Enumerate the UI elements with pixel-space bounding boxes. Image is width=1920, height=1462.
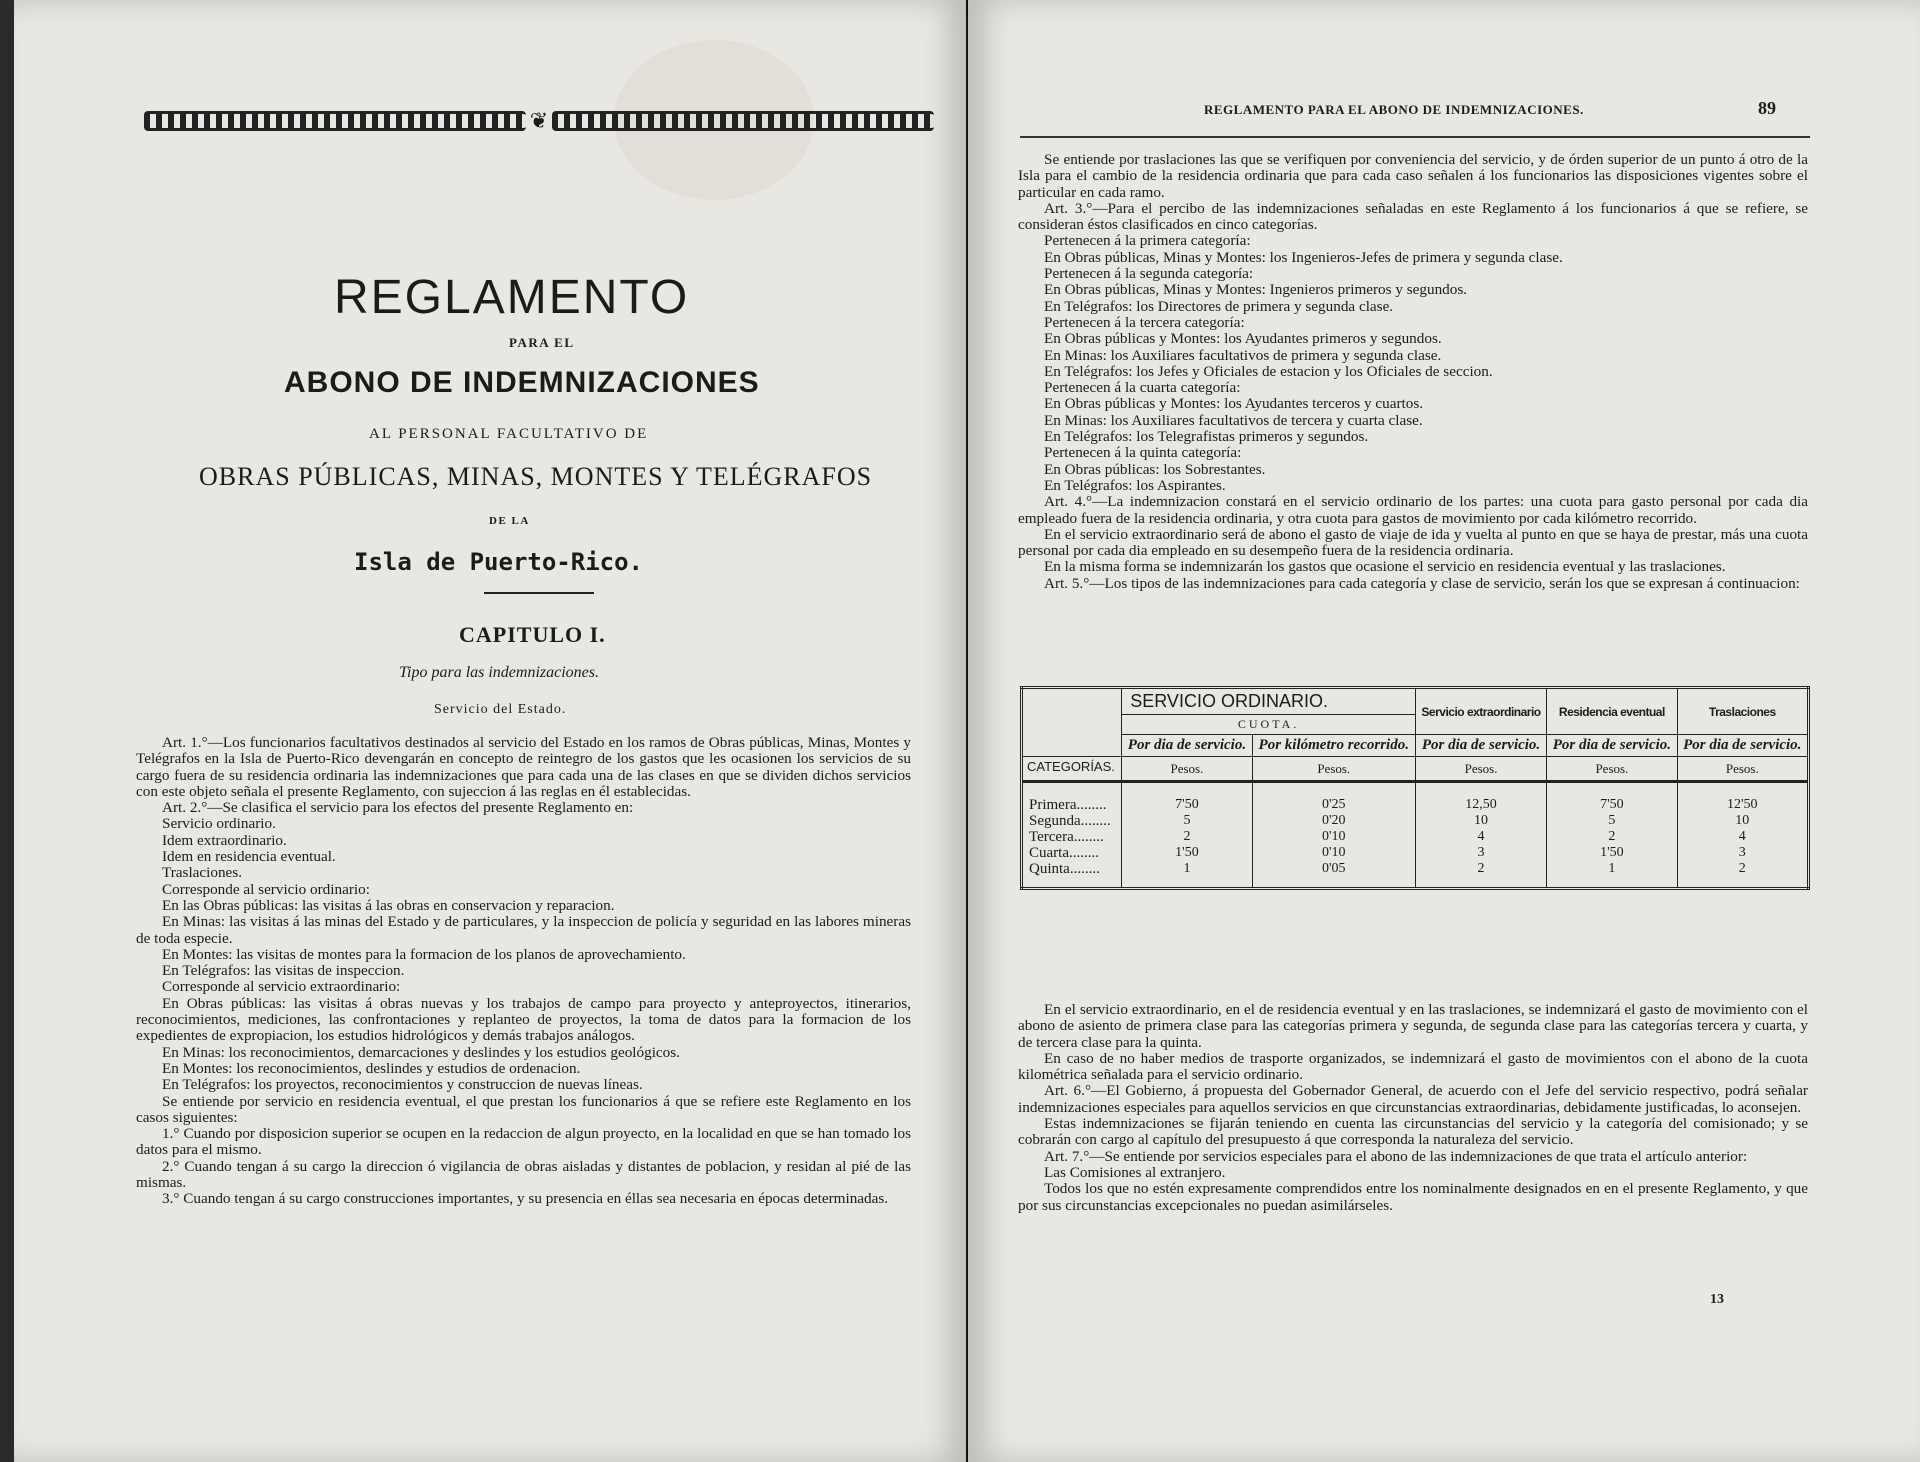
paragraph: En Minas: las visitas á las minas del Estado y de particulares, y la inspeccion de policía y seguridad en las labores mineras de toda especie. [136,913,911,947]
por-dia-traslaciones-header: Por dia de servicio. [1677,735,1808,757]
left-page [14,0,966,1462]
paragraph: Art. 7.°—Se entiende por servicios especiales para el abono de las indemnizaciones de que trata el artículo anterior: [1044,1147,1748,1165]
table-cell-value: 1'50 [1175,845,1199,860]
category-name: Quinta........ [1029,861,1100,877]
table-cell-value: 3 [1738,845,1746,860]
title-personal: AL PERSONAL FACULTATIVO DE [369,426,649,442]
ordinario-dia-values [1122,782,1252,889]
residencia-header: Residencia eventual [1547,688,1677,735]
table-cell-value: 1 [1608,861,1616,876]
categories-spacer [1022,688,1122,757]
paragraph: Pertenecen á la cuarta categoría: [1044,379,1241,397]
paragraph: Corresponde al servicio ordinario: [162,880,370,898]
table-cell-value: 0'10 [1321,829,1346,844]
paragraph: Idem en residencia eventual. [162,848,336,866]
pesos-label: Pesos. [1547,757,1677,782]
paragraph: En el servicio extraordinario, en el de residencia eventual y en las traslaciones, se indemnizará el gasto de movimiento con el abono de asiento de primera clase para las categorías primera y segunda, de segunda clase para las categorías tercera y cuarta, y de tercera clase para la quinta. [1018,1001,1808,1051]
table-cell-value: 0'10 [1321,845,1346,860]
paragraph: Corresponde al servicio extraordinario: [162,978,401,996]
paragraph: Las Comisiones al extranjero. [1044,1163,1226,1181]
ordinario-km-values [1252,782,1415,889]
paragraph: En Telégrafos: los Aspirantes. [1044,476,1226,494]
paragraph: En el servicio extraordinario será de abono el gasto de viaje de ida y vuelta al punto en que se haya de prestar, más una cuota personal por cada dia empleado en su desempeño fuera de la residencia ordinaria. [1018,525,1808,560]
paragraph: 3.° Cuando tengan á su cargo construcciones importantes, y su presencia en éllas sea necesaria en épocas determinadas. [162,1190,889,1208]
title-reglamento: REGLAMENTO [334,271,690,324]
paragraph: Pertenecen á la segunda categoría: [1044,265,1254,283]
traslaciones-header: Traslaciones [1677,688,1808,735]
paragraph: Se entiende por servicio en residencia eventual, el que prestan los funcionarios á que se refiere este Reglamento en los casos siguientes: [136,1092,911,1126]
ornament-center-icon: ❦ [529,108,549,133]
cuota-header: CUOTA. [1122,715,1416,735]
table-cell-value: 4 [1477,829,1485,844]
indemnization-table [1020,686,1810,890]
table-units-row [1022,757,1809,782]
servicio-ordinario-header: SERVICIO ORDINARIO. [1122,688,1416,715]
paragraph: En Telégrafos: los Jefes y Oficiales de estacion y los Oficiales de seccion. [1044,362,1493,380]
paragraph: Traslaciones. [162,864,243,882]
table-cell-value: 4 [1738,829,1746,844]
paragraph: En caso de no haber medios de trasporte organizados, se indemnizará el gasto de movimientos con el abono de la cuota kilométrica señalada para el servicio ordinario. [1018,1049,1808,1084]
paragraph: Art. 5.°—Los tipos de las indemnizaciones para cada categoría y clase de servicio, serán los que se expresan á continuacion: [1044,574,1800,592]
paragraph: Estas indemnizaciones se fijarán teniendo en cuenta las circunstancias del servicio y la categoría del comisionado; y se cobrarán con cargo al capítulo del presupuesto á que corresponda la naturaleza del servicio. [1018,1115,1808,1149]
paragraph: Idem extraordinario. [162,831,287,849]
table-cell-value: 2 [1738,861,1746,876]
category-name: Primera........ [1029,797,1107,813]
paragraph: En Telégrafos: los Directores de primera y segunda clase. [1044,297,1394,315]
table-header-row-1 [1022,688,1809,715]
paragraph: Art. 3.°—Para el percibo de las indemnizaciones señaladas en este Reglamento á los funcionarios á que se refiere, se consideran éstos clasificados en cinco categorías. [1018,199,1808,234]
title-de-la: DE LA [489,515,530,527]
paragraph: En Minas: los Auxiliares facultativos de primera y segunda clase. [1044,346,1442,364]
category-names [1022,782,1122,889]
traslaciones-values [1677,782,1808,889]
paragraph: Pertenecen á la tercera categoría: [1044,313,1245,331]
por-dia-extra-header: Por dia de servicio. [1415,735,1546,757]
paragraph: Art. 4.°—La indemnizacion constará en el servicio ordinario de los partes: una cuota para gasto personal por cada dia empleado fuera de la residencia ordinaria, y otra cuota para gastos de movimiento por cada kilómetro recorrido. [1018,493,1808,527]
paragraph: Art. 6.°—El Gobierno, á propuesta del Gobernador General, de acuerdo con el Jefe del servicio respectivo, podrá señalar indemnizaciones especiales para aquellos servicios en que circunstancias extraordinarias, debidamente justificadas, lo aconsejen. [1018,1082,1808,1116]
signature-number: 13 [1710,1292,1724,1307]
category-name: Cuarta........ [1029,845,1099,861]
right-body-bottom [1018,1002,1808,1214]
table-cell-value: 0'25 [1321,797,1346,812]
paragraph: En Telégrafos: los Telegrafistas primeros y segundos. [1044,428,1369,446]
table-cell-value: 2 [1608,829,1616,844]
title-abono: ABONO DE INDEMNIZACIONES [284,366,760,399]
table-cell-value: 7'50 [1600,797,1624,812]
header-ornament [144,106,934,136]
table-cell-value: 2 [1183,829,1191,844]
chapter-heading: CAPITULO I. [459,622,606,647]
header-rule [1020,136,1810,138]
table-cell-value: 10 [1474,813,1489,828]
paragraph: En Minas: los Auxiliares facultativos de tercera y cuarta clase. [1044,411,1423,429]
paragraph: En Telégrafos: los proyectos, reconocimientos y construccion de nuevas líneas. [162,1076,643,1094]
table-cell-value: 2 [1477,861,1485,876]
pesos-label: Pesos. [1122,757,1252,782]
pesos-label: Pesos. [1677,757,1808,782]
category-name: Tercera........ [1029,829,1104,845]
right-page [968,0,1920,1462]
paragraph: En Montes: las visitas de montes para la formacion de los planos de aprovechamiento. [162,945,686,963]
paragraph: Pertenecen á la primera categoría: [1044,232,1251,250]
paragraph: 2.° Cuando tengan á su cargo la direccion ó vigilancia de obras aisladas y distantes de poblacion, y residan al pié de las mismas. [136,1157,911,1192]
paragraph: Servicio ordinario. [162,815,276,833]
por-dia-residencia-header: Por dia de servicio. [1547,735,1677,757]
left-body-text [136,735,911,1208]
paragraph: En Obras públicas: los Sobrestantes. [1044,460,1266,478]
extraordinario-values [1415,782,1546,889]
running-head: REGLAMENTO PARA EL ABONO DE INDEMNIZACIONES. [1204,102,1584,117]
table-cell-value: 5 [1608,813,1616,828]
paragraph: En las Obras públicas: las visitas á las obras en conservacion y reparacion. [162,896,615,914]
paragraph: Pertenecen á la quinta categoría: [1044,444,1242,462]
residencia-values [1547,782,1677,889]
table-cell-value: 12,50 [1465,797,1497,812]
paragraph: En Obras públicas, Minas y Montes: Ingenieros primeros y segundos. [1044,281,1468,299]
table-cell-value: 0'05 [1321,861,1346,876]
table-body-row [1022,782,1809,889]
title-para-el: PARA EL [509,335,575,350]
paragraph: Se entiende por traslaciones las que se verifiquen por conveniencia del servicio, y de órden superior de un punto á otro de la Isla para el cambio de la residencia ordinaria que para cada caso señalen á los funcionarios las disposiciones vigentes sobre el particular en cada ramo. [1018,151,1808,201]
table-cell-value: 10 [1735,813,1750,828]
title-obras: OBRAS PÚBLICAS, MINAS, MONTES Y TELÉGRAFOS [199,462,873,491]
ornament-band-right [552,111,934,131]
table-cell-value: 12'50 [1727,797,1758,812]
chapter-subtitle: Tipo para las indemnizaciones. [399,664,600,681]
pesos-label: Pesos. [1252,757,1415,782]
paragraph: En Minas: los reconocimientos, demarcaciones y deslindes y los estudios geológicos. [162,1043,680,1061]
right-body-top [1018,152,1808,592]
extraordinario-header: Servicio extraordinario [1415,688,1546,735]
paragraph: En Telégrafos: las visitas de inspeccion. [162,962,405,980]
paragraph: Todos los que no estén expresamente comprendidos entre los nominalmente designados en en el presente Reglamento, y que por sus circunstancias excepcionales no puedan asimilárseles. [1018,1180,1808,1214]
paragraph: En Obras públicas y Montes: los Ayudantes primeros y segundos. [1044,330,1442,348]
paragraph: Art. 2.°—Se clasifica el servicio para los efectos del presente Reglamento en: [162,799,634,817]
por-dia-header: Por dia de servicio. [1122,735,1252,757]
category-name: Segunda........ [1029,813,1111,829]
table-cell-value: 5 [1183,813,1191,828]
paragraph: En Montes: los reconocimientos, deslindes y estudios de ordenacion. [162,1059,581,1077]
table-cell-value: 0'20 [1321,813,1346,828]
table-cell-value: 1 [1183,861,1191,876]
paragraph: En Obras públicas: las visitas á obras nuevas y los trabajos de campo para proyecto y anteproyectos, itinerarios, reconocimientos, mediciones, las confrontaciones y replanteo de proyectos, la toma de datos para la formacion de los expedientes de expropiacion, los estudios hidrológicos y demás trabajos análogos. [136,994,911,1045]
paragraph: En la misma forma se indemnizarán los gastos que ocasione el servicio en residencia eventual y las traslaciones. [1044,558,1726,576]
title-rule [484,592,594,594]
title-isla: Isla de Puerto-Rico. [354,548,643,576]
pesos-label: Pesos. [1415,757,1546,782]
section-heading: Servicio del Estado. [434,702,567,717]
table-header-row-3 [1022,735,1809,757]
table-cell-value: 3 [1477,845,1485,860]
por-km-header: Por kilómetro recorrido. [1252,735,1415,757]
ornament-band-left [144,111,526,131]
paragraph: 1.° Cuando por disposicion superior se ocupen en la redaccion de algun proyecto, en la localidad en que se han tomado los datos para el mismo. [136,1125,911,1159]
paragraph: Art. 1.°—Los funcionarios facultativos destinados al servicio del Estado en los ramos de Obras públicas, Minas, Montes y Telégrafos en la Isla de Puerto-Rico devengarán en concepto de reintegro de los gastos que les ocasionen los servicios de su cargo fuera de su residencia ordinaria las indemnizaciones que para cada una de las clases en que se dividen dichos servicios con este objeto señala el presente Reglamento, con sujeccion á las reglas en él establecidas. [136,734,911,800]
folio-number: 89 [1758,98,1776,118]
paragraph: En Obras públicas, Minas y Montes: los Ingenieros-Jefes de primera y segunda clase. [1044,248,1563,266]
paragraph: En Obras públicas y Montes: los Ayudantes terceros y cuartos. [1044,395,1424,413]
table-cell-value: 7'50 [1175,797,1199,812]
categorias-header: CATEGORÍAS. [1022,757,1122,782]
table-cell-value: 1'50 [1600,845,1624,860]
